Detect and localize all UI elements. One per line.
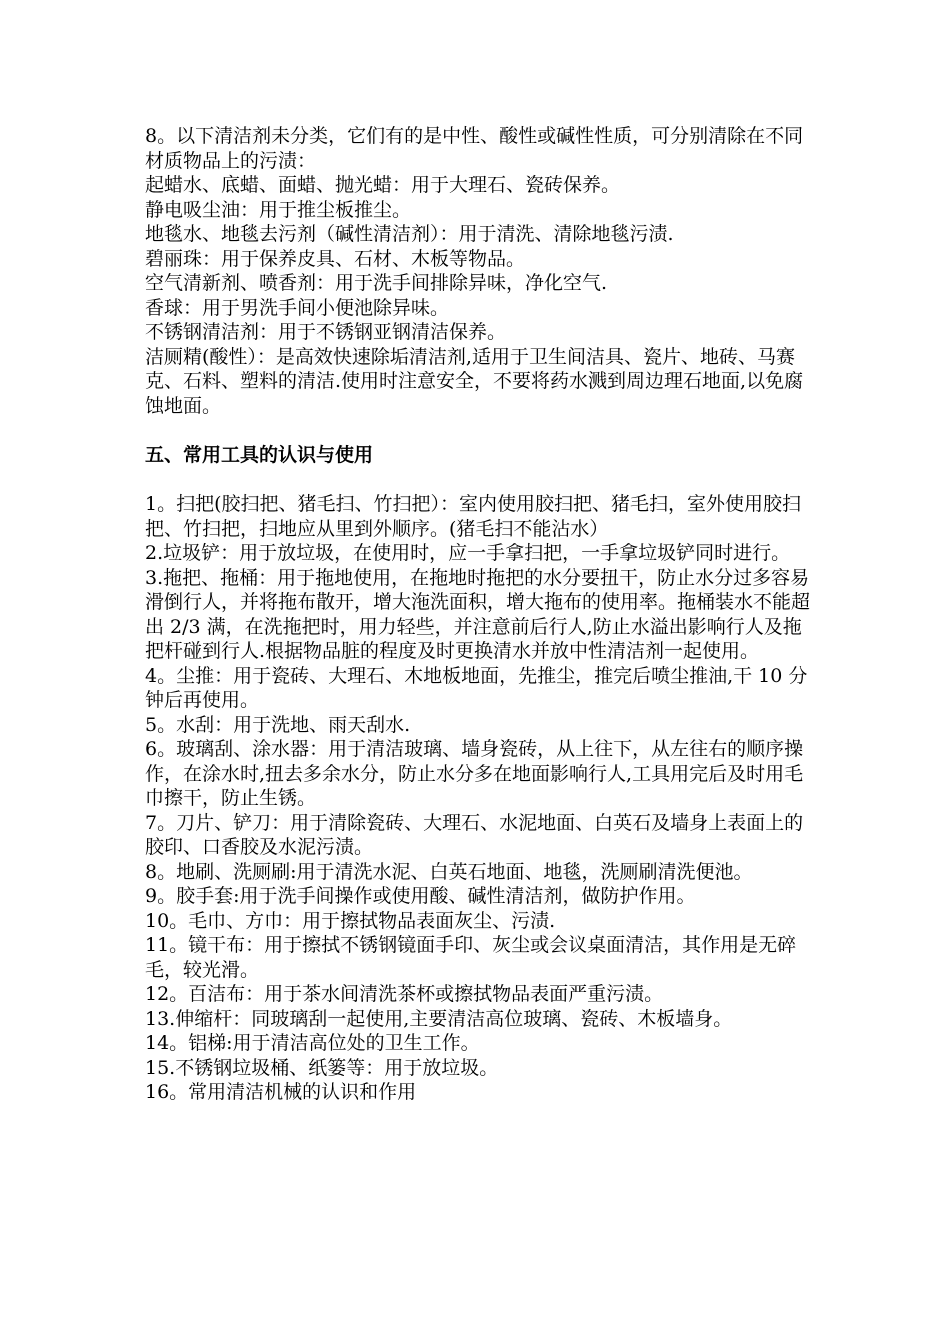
list-item: 11。镜干布：用于擦拭不锈钢镜面手印、灰尘或会议桌面清洁，其作用是无碎毛，较光滑。 (145, 934, 797, 981)
list-item: 16。常用清洁机械的认识和作用 (145, 1081, 417, 1103)
cleaning-agents-section (145, 124, 815, 418)
list-item: 15.不锈钢垃圾桶、纸篓等：用于放垃圾。 (145, 1056, 499, 1079)
list-item: 6。玻璃刮、涂水器：用于清洁玻璃、墙身瓷砖，从上往下，从左往右的顺序操作，在涂水时,扭去多余水分，防止水分多在地面影响行人,工具用完后及时用毛巾擦干，防止生锈。 (145, 738, 804, 809)
document-body (145, 124, 815, 1105)
paragraph: 不锈钢清洁剂：用于不锈钢亚钢清洁保养。 (145, 321, 507, 343)
list-item: 8。地刷、洗厕刷:用于清洗水泥、白英石地面、地毯，洗厕刷清洗便池。 (145, 860, 753, 883)
list-item: 9。胶手套:用于洗手间操作或使用酸、碱性清洁剂，做防护作用。 (145, 885, 696, 907)
tools-section (145, 492, 815, 1105)
paragraph: 静电吸尘油：用于推尘板推尘。 (145, 198, 412, 221)
list-item: 10。毛巾、方巾：用于擦拭物品表面灰尘、污渍. (145, 909, 556, 932)
list-item: 5。水刮：用于洗地、雨天刮水. (145, 713, 411, 736)
paragraph: 空气清新剂、喷香剂：用于洗手间排除异味，净化空气. (145, 272, 608, 294)
list-item: 1。扫把(胶扫把、猪毛扫、竹扫把）：室内使用胶扫把、猪毛扫，室外使用胶扫把、竹扫把，扫地应从里到外顺序。(猪毛扫不能沾水） (145, 493, 802, 540)
paragraph: 起蜡水、底蜡、面蜡、抛光蜡：用于大理石、瓷砖保养。 (145, 174, 621, 196)
paragraph: 地毯水、地毯去污剂（碱性清洁剂）：用于清洗、清除地毯污渍. (145, 223, 674, 245)
list-item: 4。尘推：用于瓷砖、大理石、木地板地面，先推尘，推完后喷尘推油,干 10 分钟后再使用。 (145, 664, 808, 711)
list-item: 3.拖把、拖桶：用于拖地使用，在拖地时拖把的水分要扭干，防止水分过多容易滑倒行人，并将拖布散开，增大沲洗面积，增大拖布的使用率。拖桶装水不能超出 2/3 满，在洗拖把时，用力轻些，并注意前后行人,防止水溢出影响行人及拖把杆碰到行人.根据物品脏的程度及时更换清水并放中性清洁剂一起使用。 (145, 566, 811, 662)
list-item: 7。刀片、铲刀：用于清除瓷砖、大理石、水泥地面、白英石及墙身上表面上的胶印、口香胶及水泥污渍。 (145, 811, 804, 858)
list-item: 14。铝梯:用于清洁高位处的卫生工作。 (145, 1032, 480, 1054)
list-item: 13.伸缩杆：同玻璃刮一起使用,主要清洁高位玻璃、瓷砖、木板墙身。 (145, 1007, 733, 1030)
paragraph: 8。以下清洁剂未分类，它们有的是中性、酸性或碱性性质，可分别清除在不同材质物品上的污渍： (145, 125, 804, 172)
section-heading: 五、常用工具的认识与使用 (145, 444, 374, 466)
list-item: 2.垃圾铲：用于放垃圾，在使用时，应一手拿扫把，一手拿垃圾铲同时进行。 (145, 542, 791, 564)
list-item: 12。百洁布：用于茶水间清洗茶杯或擦拭物品表面严重污渍。 (145, 983, 664, 1005)
paragraph: 香球：用于男洗手间小便池除异味。 (145, 296, 450, 319)
paragraph: 碧丽珠：用于保养皮具、石材、木板等物品。 (145, 247, 526, 270)
paragraph: 洁厕精(酸性）：是高效快速除垢清洁剂,适用于卫生间洁具、瓷片、地砖、马赛克、石料、塑料的清洁.使用时注意安全，不要将药水溅到周边理石地面,以免腐蚀地面。 (145, 345, 804, 417)
